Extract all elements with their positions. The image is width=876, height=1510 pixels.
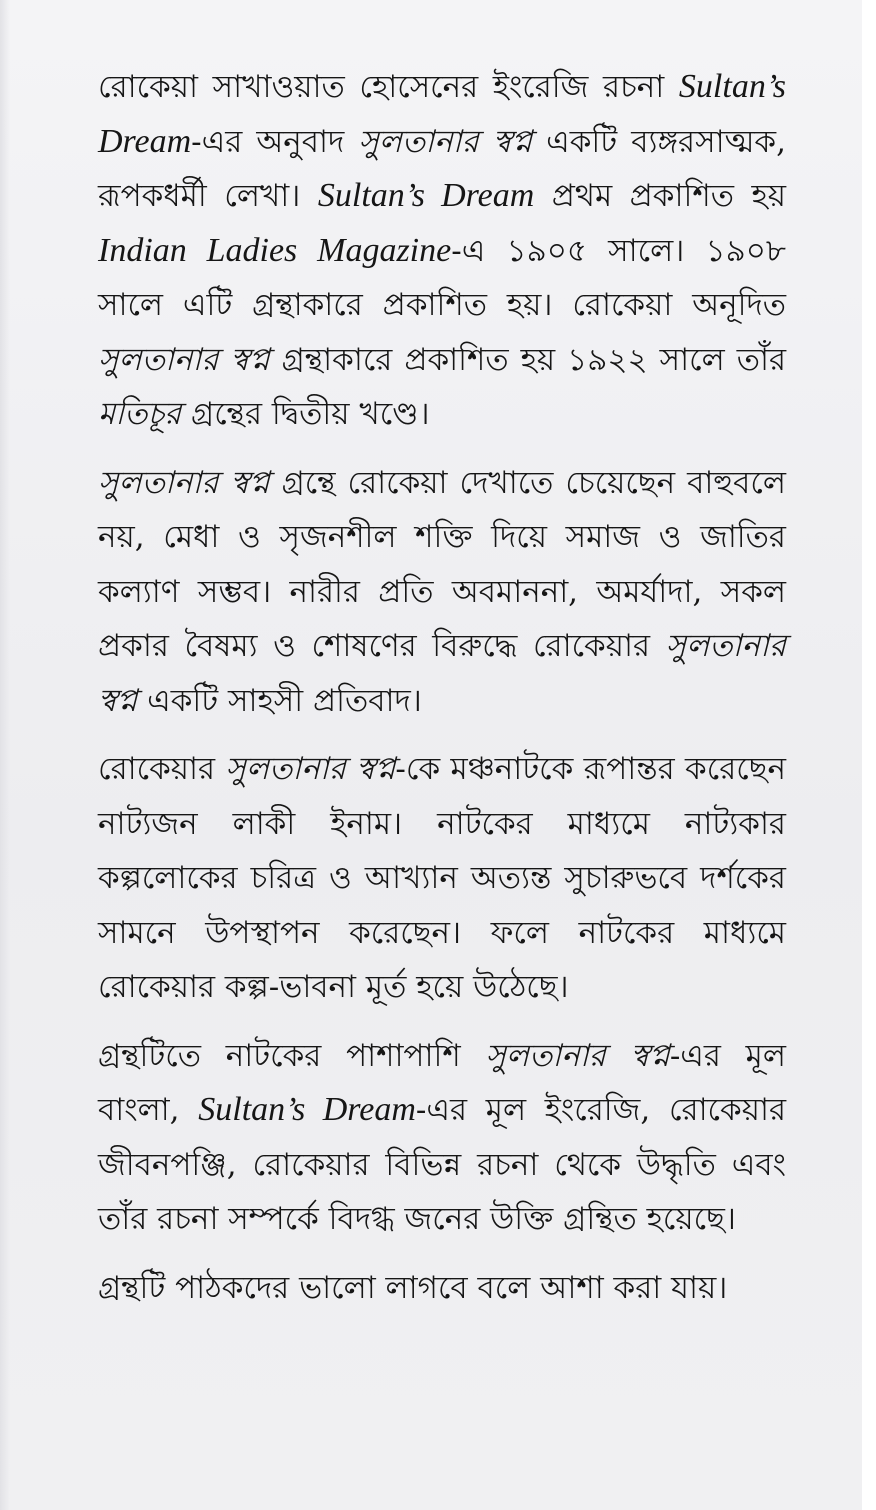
text-run: গ্রন্থে রোকেয়া দেখাতে চেয়েছেন বাহুবলে নয়, মেধা ও সৃজনশীল শক্তি দিয়ে সমাজ ও জাতির কল্যাণ সম্ভব। নারীর প্রতি অবমাননা, অমর্যাদা, সকল প্রকার বৈষম্য ও শোষণের বিরুদ্ধে রোকেয়ার — [98, 464, 786, 664]
text-run: -এর মূল ইংরেজি, রোকেয়ার জীবনপঞ্জি, রোকেয়ার বিভিন্ন রচনা থেকে উদ্ধৃতি এবং তাঁর রচনা সম্পর্কে বিদগ্ধ জনের উক্তি গ্রন্থিত হয়েছে। — [98, 1092, 787, 1237]
italic-title-run: সুলতানার স্বপ্ন — [98, 628, 786, 719]
text-run: গ্রন্থাকারে প্রকাশিত হয় ১৯২২ সালে তাঁর — [269, 341, 786, 378]
paragraph-3 — [98, 742, 786, 1015]
english-title-run: Sultan’s Dream — [98, 68, 786, 160]
italic-title-run: সুলতানার স্বপ্ন — [98, 464, 270, 501]
text-run: -কে মঞ্চনাটকে রূপান্তর করেছেন নাট্যজন লাকী ইনাম। নাটকের মাধ্যমে নাট্যকার কল্পলোকের চরিত্র ও আখ্যান অত্যন্ত সুচারুভবে দর্শকের সামনে উপস্থাপন করেছেন। ফলে নাটকের মাধ্যমে রোকেয়ার কল্প-ভাবনা মূর্ত হয়ে উঠেছে। — [98, 751, 786, 1005]
body-text — [98, 60, 786, 1315]
paragraph-2 — [98, 456, 786, 729]
italic-title-run: সুলতানার স্বপ্ন — [98, 341, 270, 378]
text-run: গ্রন্থটি পাঠকদের ভালো লাগবে বলে আশা করা যায়। — [98, 1269, 728, 1306]
paragraph-5 — [98, 1261, 786, 1316]
italic-title-run: মতিচূর — [98, 396, 182, 432]
paragraph-1 — [98, 60, 786, 442]
text-run: একটি সাহসী প্রতিবাদ। — [137, 682, 422, 719]
text-run: গ্রন্থের দ্বিতীয় খণ্ডে। — [181, 396, 430, 432]
paragraph-4 — [98, 1029, 786, 1247]
english-title-run: Indian Ladies Magazine — [98, 231, 452, 269]
text-run: গ্রন্থটিতে নাটকের পাশাপাশি — [98, 1037, 486, 1074]
page-edge — [862, 0, 876, 1510]
english-title-run: Sultan’s Dream — [317, 177, 535, 214]
english-title-run: Sultan’s Dream — [198, 1091, 416, 1128]
text-run: -এ ১৯০৫ সালে। ১৯০৮ সালে এটি গ্রন্থাকারে প্রকাশিত হয়। রোকেয়া অনূদিত — [98, 232, 786, 323]
italic-title-run: সুলতানার স্বপ্ন — [358, 123, 533, 160]
text-run: রোকেয়া সাখাওয়াত হোসেনের ইংরেজি রচনা — [98, 69, 679, 105]
italic-title-run: সুলতানার স্বপ্ন — [485, 1037, 670, 1074]
italic-title-run: সুলতানার স্বপ্ন — [225, 751, 396, 787]
text-run: প্রথম প্রকাশিত হয় — [534, 178, 786, 214]
text-run: -এর অনুবাদ — [191, 123, 359, 160]
page-fold-shadow — [0, 0, 10, 1510]
text-run: -এর মূল বাংলা, — [98, 1037, 786, 1128]
text-run: রোকেয়ার — [98, 751, 226, 787]
text-run: একটি ব্যঙ্গরসাত্মক, রূপকধর্মী লেখা। — [98, 123, 786, 214]
